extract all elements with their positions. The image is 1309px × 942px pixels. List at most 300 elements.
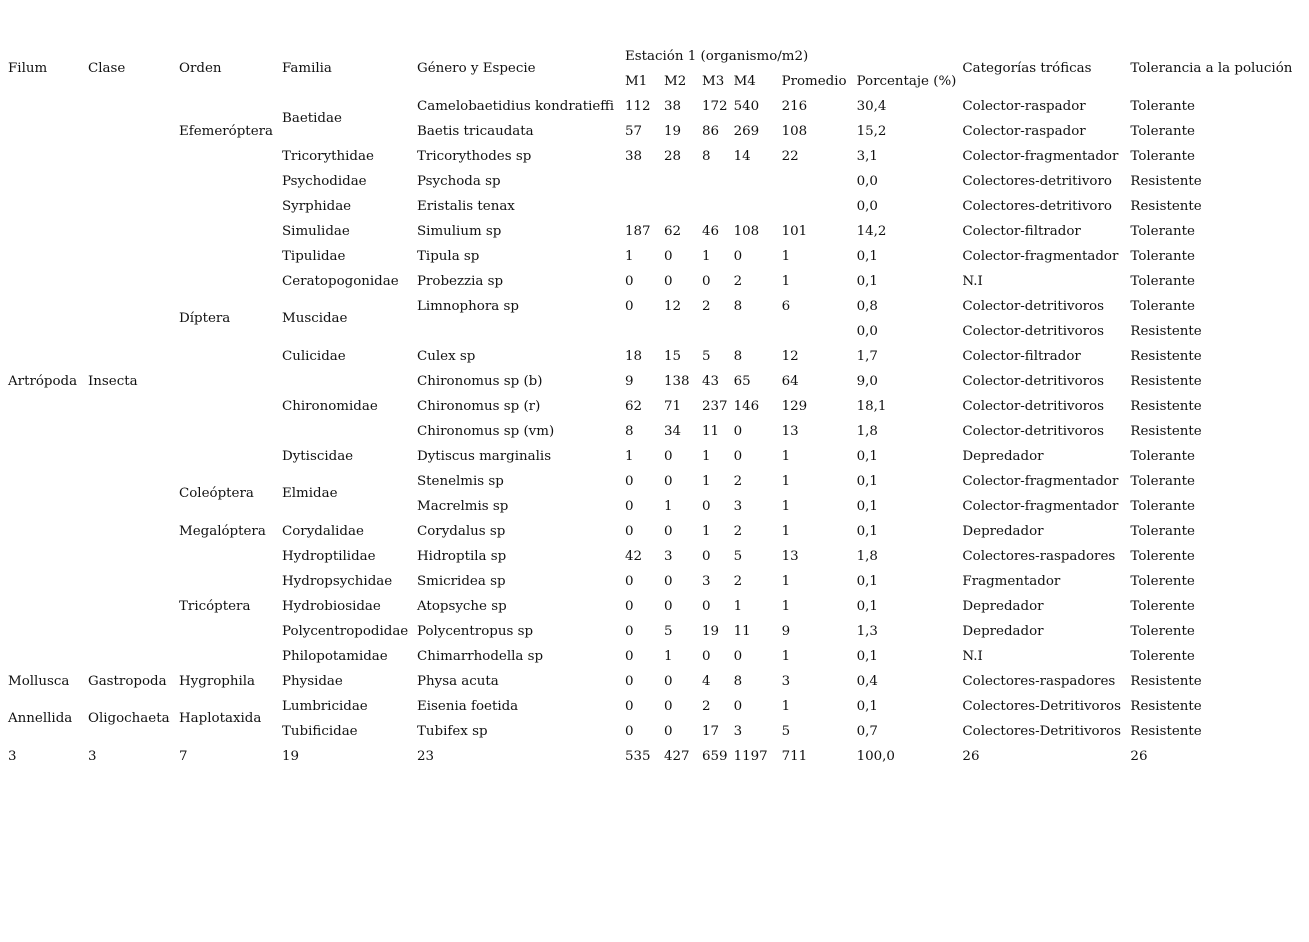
pct-cell: 0,7 xyxy=(856,723,878,739)
m2-cell: 0 xyxy=(664,723,673,739)
cat-cell: Colectores-Detritivoros xyxy=(962,723,1121,739)
pct-cell: 0,1 xyxy=(856,648,878,664)
species-cell: Culex sp xyxy=(417,348,476,364)
m2-cell: 138 xyxy=(664,373,690,389)
header-estacion: Estación 1 (organismo/m2) xyxy=(625,48,809,64)
m1-cell: 8 xyxy=(625,423,634,439)
cat-cell: Colector-detritivoros xyxy=(962,423,1104,439)
header-orden: Orden xyxy=(179,61,222,77)
tol-cell: Resistente xyxy=(1130,373,1202,389)
m3-cell: 0 xyxy=(702,273,711,289)
filum-cell: Annellida xyxy=(8,711,73,727)
m2-cell: 71 xyxy=(664,398,682,414)
orden-cell: Efemeróptera xyxy=(179,123,274,139)
m2-cell: 0 xyxy=(664,573,673,589)
m3-cell: 46 xyxy=(702,223,720,239)
m4-cell xyxy=(728,194,776,219)
m2-cell: 5 xyxy=(664,623,673,639)
species-cell: Limnophora sp xyxy=(417,298,519,314)
tol-cell: Tolerante xyxy=(1130,473,1195,489)
header-porcentaje: Porcentaje (%) xyxy=(856,73,957,89)
total-genero: 23 xyxy=(417,748,435,764)
tol-cell: Resistente xyxy=(1130,198,1202,214)
tol-cell: Tolerante xyxy=(1130,148,1195,164)
orden-cell: Coleóptera xyxy=(179,486,254,502)
tol-cell: Tolerante xyxy=(1130,273,1195,289)
m4-cell: 2 xyxy=(733,473,743,489)
total-clase: 3 xyxy=(88,748,97,764)
m1-cell: 1 xyxy=(625,248,634,264)
familia-cell: Psychodidae xyxy=(282,173,367,189)
prom-cell: 108 xyxy=(781,123,808,139)
species-table-sheet xyxy=(2,44,1309,769)
prom-cell: 1 xyxy=(781,523,791,539)
m3-cell: 1 xyxy=(702,248,711,264)
m3-cell: 0 xyxy=(702,648,711,664)
pct-cell: 0,1 xyxy=(856,523,878,539)
m3-cell: 172 xyxy=(702,98,728,114)
m1-cell: 0 xyxy=(625,523,634,539)
m2-cell: 1 xyxy=(664,648,673,664)
header-clase: Clase xyxy=(88,61,126,77)
orden-cell: Tricóptera xyxy=(179,598,251,614)
m3-cell: 86 xyxy=(702,123,720,139)
m4-cell: 3 xyxy=(733,723,743,739)
m1-cell: 0 xyxy=(625,698,634,714)
header-familia: Familia xyxy=(282,61,332,77)
m3-cell: 19 xyxy=(702,623,720,639)
header-m3: M3 xyxy=(702,73,725,89)
m1-cell: 0 xyxy=(625,598,634,614)
pct-cell: 0,1 xyxy=(856,498,878,514)
tol-cell: Resistente xyxy=(1130,398,1202,414)
prom-cell: 1 xyxy=(781,473,791,489)
m2-cell: 0 xyxy=(664,598,673,614)
species-cell: Polycentropus sp xyxy=(417,623,534,639)
cat-cell: Colectores-raspadores xyxy=(962,548,1116,564)
m4-cell: 0 xyxy=(733,248,743,264)
m4-cell: 2 xyxy=(733,273,743,289)
species-cell: Tipula sp xyxy=(417,248,480,264)
prom-cell xyxy=(776,194,851,219)
m2-cell: 0 xyxy=(664,473,673,489)
tol-cell: Resistente xyxy=(1130,673,1202,689)
familia-cell: Simulidae xyxy=(282,223,350,239)
prom-cell: 1 xyxy=(781,573,791,589)
prom-cell: 5 xyxy=(781,723,791,739)
header-blank xyxy=(851,44,957,69)
m1-cell: 42 xyxy=(625,548,643,564)
species-cell: Baetis tricaudata xyxy=(417,123,534,139)
cat-cell: Colector-fragmentador xyxy=(962,148,1119,164)
m4-cell: 8 xyxy=(733,673,743,689)
species-cell: Simulium sp xyxy=(417,223,502,239)
prom-cell: 1 xyxy=(781,498,791,514)
species-cell xyxy=(411,319,619,344)
cat-cell: Colector-fragmentador xyxy=(962,248,1119,264)
familia-cell: Tubificidae xyxy=(282,723,358,739)
total-m4: 1197 xyxy=(733,748,768,764)
header-m2: M2 xyxy=(664,73,687,89)
m3-cell xyxy=(696,169,728,194)
cat-cell: Colectores-Detritivoros xyxy=(962,698,1121,714)
pct-cell: 0,1 xyxy=(856,448,878,464)
m1-cell: 18 xyxy=(625,348,643,364)
table-row xyxy=(2,469,1292,494)
m4-cell: 2 xyxy=(733,573,743,589)
prom-cell: 1 xyxy=(781,648,791,664)
species-cell: Psychoda sp xyxy=(417,173,501,189)
header-m4: M4 xyxy=(733,73,756,89)
m2-cell: 15 xyxy=(664,348,682,364)
cat-cell: Colector-detritivoros xyxy=(962,398,1104,414)
m2-cell: 38 xyxy=(664,98,682,114)
total-filum: 3 xyxy=(8,748,17,764)
total-pct: 100,0 xyxy=(856,748,895,764)
familia-cell: Muscidae xyxy=(282,311,348,327)
m4-cell: 540 xyxy=(733,98,760,114)
prom-cell: 1 xyxy=(781,448,791,464)
species-cell: Eisenia foetida xyxy=(417,698,519,714)
pct-cell: 0,0 xyxy=(856,323,878,339)
total-familia: 19 xyxy=(282,748,300,764)
pct-cell: 0,1 xyxy=(856,598,878,614)
m4-cell: 0 xyxy=(733,698,743,714)
cat-cell: Colector-raspador xyxy=(962,98,1086,114)
tol-cell: Resistente xyxy=(1130,173,1202,189)
header-m1: M1 xyxy=(625,73,648,89)
m1-cell xyxy=(619,169,658,194)
pct-cell: 0,1 xyxy=(856,273,878,289)
m1-cell: 0 xyxy=(625,273,634,289)
cat-cell: Fragmentador xyxy=(962,573,1061,589)
m1-cell: 38 xyxy=(625,148,643,164)
species-cell: Atopsyche sp xyxy=(417,598,507,614)
cat-cell: Colector-detritivoros xyxy=(962,298,1104,314)
species-cell: Camelobaetidius kondratieffi xyxy=(417,98,615,114)
tol-cell: Tolerente xyxy=(1130,548,1195,564)
m4-cell: 5 xyxy=(733,548,743,564)
prom-cell: 216 xyxy=(781,98,808,114)
m2-cell xyxy=(658,319,696,344)
clase-cell: Oligochaeta xyxy=(88,711,170,727)
species-cell: Eristalis tenax xyxy=(417,198,515,214)
m2-cell: 34 xyxy=(664,423,682,439)
species-cell: Chironomus sp (r) xyxy=(417,398,541,414)
header-row-1 xyxy=(2,44,1292,69)
tol-cell: Tolerante xyxy=(1130,498,1195,514)
m1-cell: 9 xyxy=(625,373,634,389)
header-promedio: Promedio xyxy=(781,73,847,89)
pct-cell: 0,0 xyxy=(856,198,878,214)
total-prom: 711 xyxy=(781,748,808,764)
species-cell: Physa acuta xyxy=(417,673,499,689)
header-genero: Género y Especie xyxy=(417,61,536,77)
pct-cell: 9,0 xyxy=(856,373,878,389)
orden-cell: Haplotaxida xyxy=(179,711,262,727)
tol-cell: Tolerente xyxy=(1130,648,1195,664)
pct-cell: 0,1 xyxy=(856,698,878,714)
m3-cell: 1 xyxy=(702,473,711,489)
table-row xyxy=(2,169,1292,194)
m4-cell: 269 xyxy=(733,123,760,139)
m1-cell: 0 xyxy=(625,623,634,639)
species-cell: Chironomus sp (b) xyxy=(417,373,543,389)
m4-cell: 11 xyxy=(733,623,751,639)
prom-cell: 129 xyxy=(781,398,808,414)
m1-cell: 62 xyxy=(625,398,643,414)
species-cell: Hidroptila sp xyxy=(417,548,507,564)
clase-cell: Gastropoda xyxy=(88,673,167,689)
header-tolerancia: Tolerancia a la polución xyxy=(1130,61,1293,77)
pct-cell: 0,1 xyxy=(856,473,878,489)
cat-cell: Colectores-detritivoro xyxy=(962,198,1112,214)
familia-cell: Ceratopogonidae xyxy=(282,273,399,289)
orden-cell: Díptera xyxy=(179,311,231,327)
total-m3: 659 xyxy=(702,748,728,764)
m2-cell: 62 xyxy=(664,223,682,239)
m2-cell: 0 xyxy=(664,448,673,464)
m1-cell: 0 xyxy=(625,723,634,739)
familia-cell: Elmidae xyxy=(282,486,338,502)
m2-cell: 28 xyxy=(664,148,682,164)
species-cell: Tricorythodes sp xyxy=(417,148,532,164)
pct-cell: 30,4 xyxy=(856,98,887,114)
pct-cell: 0,1 xyxy=(856,248,878,264)
familia-cell: Culicidae xyxy=(282,348,346,364)
m2-cell: 0 xyxy=(664,273,673,289)
m3-cell: 237 xyxy=(702,398,728,414)
species-cell: Dytiscus marginalis xyxy=(417,448,552,464)
cat-cell: Colector-fragmentador xyxy=(962,498,1119,514)
total-m1: 535 xyxy=(625,748,651,764)
m4-cell: 0 xyxy=(733,423,743,439)
familia-cell: Syrphidae xyxy=(282,198,352,214)
species-cell: Stenelmis sp xyxy=(417,473,504,489)
tol-cell: Tolerante xyxy=(1130,123,1195,139)
m4-cell: 14 xyxy=(733,148,751,164)
prom-cell: 1 xyxy=(781,248,791,264)
familia-cell: Baetidae xyxy=(282,111,342,127)
m2-cell xyxy=(658,194,696,219)
pct-cell: 1,8 xyxy=(856,423,878,439)
cat-cell: Colectores-detritivoro xyxy=(962,173,1112,189)
tol-cell: Tolerente xyxy=(1130,573,1195,589)
m2-cell: 12 xyxy=(664,298,682,314)
tol-cell: Resistente xyxy=(1130,348,1202,364)
species-table xyxy=(2,44,1292,769)
m1-cell: 0 xyxy=(625,298,634,314)
m2-cell: 0 xyxy=(664,698,673,714)
total-tol: 26 xyxy=(1130,748,1148,764)
m3-cell: 2 xyxy=(702,698,711,714)
m3-cell xyxy=(696,194,728,219)
m1-cell: 112 xyxy=(625,98,651,114)
m4-cell xyxy=(728,319,776,344)
tol-cell: Tolerente xyxy=(1130,598,1195,614)
tol-cell: Tolerante xyxy=(1130,448,1195,464)
prom-cell xyxy=(776,319,851,344)
species-cell: Tubifex sp xyxy=(417,723,488,739)
species-cell: Chironomus sp (vm) xyxy=(417,423,555,439)
species-cell: Probezzia sp xyxy=(417,273,504,289)
m4-cell: 0 xyxy=(733,448,743,464)
m4-cell: 8 xyxy=(733,298,743,314)
m1-cell: 0 xyxy=(625,573,634,589)
prom-cell: 13 xyxy=(781,548,799,564)
cat-cell: Depredador xyxy=(962,623,1044,639)
m2-cell: 0 xyxy=(664,248,673,264)
pct-cell: 1,8 xyxy=(856,548,878,564)
species-cell: Chimarrhodella sp xyxy=(417,648,544,664)
m2-cell xyxy=(658,169,696,194)
pct-cell: 15,2 xyxy=(856,123,887,139)
prom-cell xyxy=(776,169,851,194)
table-row xyxy=(2,519,1292,544)
table-row xyxy=(2,669,1292,694)
header-categorias: Categorías tróficas xyxy=(962,61,1092,77)
m1-cell xyxy=(619,319,658,344)
m1-cell: 1 xyxy=(625,448,634,464)
tol-cell: Tolerante xyxy=(1130,223,1195,239)
m3-cell: 17 xyxy=(702,723,720,739)
cat-cell: Colectores-raspadores xyxy=(962,673,1116,689)
pct-cell: 0,8 xyxy=(856,298,878,314)
tol-cell: Resistente xyxy=(1130,323,1202,339)
cat-cell: Colector-filtrador xyxy=(962,348,1081,364)
familia-cell: Hydrobiosidae xyxy=(282,598,381,614)
totals-row xyxy=(2,744,1292,769)
tol-cell: Tolerante xyxy=(1130,523,1195,539)
m3-cell: 5 xyxy=(702,348,711,364)
m1-cell: 0 xyxy=(625,673,634,689)
total-cat: 26 xyxy=(962,748,980,764)
filum-cell: Mollusca xyxy=(8,673,70,689)
pct-cell: 0,1 xyxy=(856,573,878,589)
m4-cell xyxy=(728,169,776,194)
prom-cell: 12 xyxy=(781,348,799,364)
cat-cell: Colector-filtrador xyxy=(962,223,1081,239)
m3-cell: 43 xyxy=(702,373,720,389)
familia-cell: Corydalidae xyxy=(282,523,364,539)
pct-cell: 0,0 xyxy=(856,173,878,189)
familia-cell: Lumbricidae xyxy=(282,698,368,714)
familia-cell: Physidae xyxy=(282,673,343,689)
familia-cell: Chironomidae xyxy=(282,398,378,414)
tol-cell: Resistente xyxy=(1130,723,1202,739)
m3-cell: 8 xyxy=(702,148,711,164)
familia-cell: Tipulidae xyxy=(282,248,346,264)
table-row xyxy=(2,94,1292,119)
prom-cell: 13 xyxy=(781,423,799,439)
m1-cell: 57 xyxy=(625,123,643,139)
familia-cell: Dytiscidae xyxy=(282,448,354,464)
cat-cell: Depredador xyxy=(962,523,1044,539)
m4-cell: 3 xyxy=(733,498,743,514)
m1-cell: 187 xyxy=(625,223,651,239)
m2-cell: 0 xyxy=(664,523,673,539)
cat-cell: Colector-detritivoros xyxy=(962,373,1104,389)
prom-cell: 64 xyxy=(781,373,799,389)
familia-cell: Hydropsychidae xyxy=(282,573,393,589)
m3-cell: 2 xyxy=(702,298,711,314)
m2-cell: 1 xyxy=(664,498,673,514)
m3-cell: 3 xyxy=(702,573,711,589)
m2-cell: 19 xyxy=(664,123,682,139)
cat-cell: N.I xyxy=(962,273,983,289)
m2-cell: 3 xyxy=(664,548,673,564)
cat-cell: Depredador xyxy=(962,598,1044,614)
header-filum: Filum xyxy=(8,61,48,77)
m2-cell: 0 xyxy=(664,673,673,689)
total-orden: 7 xyxy=(179,748,188,764)
orden-cell: Megalóptera xyxy=(179,523,266,539)
m4-cell: 8 xyxy=(733,348,743,364)
m4-cell: 65 xyxy=(733,373,751,389)
tol-cell: Tolerante xyxy=(1130,98,1195,114)
cat-cell: Colector-raspador xyxy=(962,123,1086,139)
familia-cell: Hydroptilidae xyxy=(282,548,376,564)
clase-cell: Insecta xyxy=(88,373,138,389)
m4-cell: 146 xyxy=(733,398,760,414)
m4-cell: 0 xyxy=(733,648,743,664)
m3-cell: 11 xyxy=(702,423,720,439)
prom-cell: 6 xyxy=(781,298,791,314)
m3-cell: 0 xyxy=(702,498,711,514)
familia-cell: Philopotamidae xyxy=(282,648,388,664)
species-cell: Corydalus sp xyxy=(417,523,506,539)
tol-cell: Tolerante xyxy=(1130,248,1195,264)
species-cell: Smicridea sp xyxy=(417,573,506,589)
pct-cell: 0,4 xyxy=(856,673,878,689)
pct-cell: 1,3 xyxy=(856,623,878,639)
m3-cell: 1 xyxy=(702,523,711,539)
m4-cell: 1 xyxy=(733,598,743,614)
m4-cell: 2 xyxy=(733,523,743,539)
tol-cell: Tolerante xyxy=(1130,298,1195,314)
prom-cell: 22 xyxy=(781,148,799,164)
m3-cell: 1 xyxy=(702,448,711,464)
orden-cell: Hygrophila xyxy=(179,673,256,689)
species-cell: Macrelmis sp xyxy=(417,498,509,514)
pct-cell: 18,1 xyxy=(856,398,887,414)
tol-cell: Resistente xyxy=(1130,698,1202,714)
total-m2: 427 xyxy=(664,748,690,764)
pct-cell: 1,7 xyxy=(856,348,878,364)
table-row xyxy=(2,544,1292,569)
cat-cell: Depredador xyxy=(962,448,1044,464)
pct-cell: 14,2 xyxy=(856,223,887,239)
tol-cell: Resistente xyxy=(1130,423,1202,439)
prom-cell: 9 xyxy=(781,623,791,639)
prom-cell: 1 xyxy=(781,598,791,614)
m1-cell: 0 xyxy=(625,498,634,514)
m3-cell xyxy=(696,319,728,344)
tol-cell: Tolerente xyxy=(1130,623,1195,639)
m1-cell xyxy=(619,194,658,219)
prom-cell: 101 xyxy=(781,223,808,239)
cat-cell: N.I xyxy=(962,648,983,664)
m3-cell: 0 xyxy=(702,598,711,614)
m3-cell: 0 xyxy=(702,548,711,564)
prom-cell: 3 xyxy=(781,673,791,689)
familia-cell: Tricorythidae xyxy=(282,148,374,164)
prom-cell: 1 xyxy=(781,698,791,714)
cat-cell: Colector-detritivoros xyxy=(962,323,1104,339)
m4-cell: 108 xyxy=(733,223,760,239)
table-row xyxy=(2,694,1292,719)
prom-cell: 1 xyxy=(781,273,791,289)
